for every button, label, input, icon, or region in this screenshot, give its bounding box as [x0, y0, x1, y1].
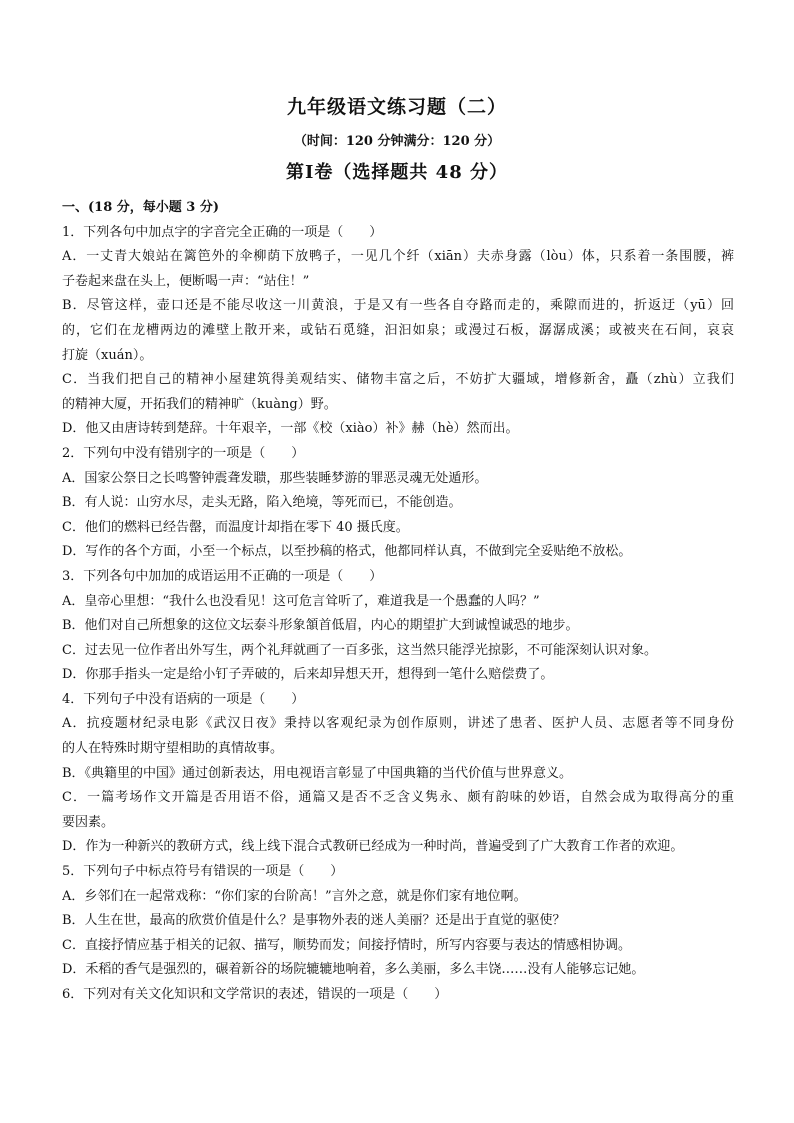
question-1-option-b: B．尽管这样，壶口还是不能尽收这一川黄浪，于是又有一些各自夺路而走的，乘隙而进的，折返迂（yū）回 [62, 298, 734, 314]
question-2-option-b: B．有人说：山穷水尽，走头无路，陷入绝境，等死而已，不能创造。 [62, 495, 462, 511]
question-5-option-a: A．乡邻们在一起常戏称：“你们家的台阶高！”言外之意，就是你们家有地位啊。 [62, 888, 527, 904]
question-6-stem: 6．下列对有关文化知识和文学常识的表述，错误的一项是（ ） [62, 987, 448, 1002]
question-5-option-d: D．禾稻的香气是强烈的，碾着新谷的场院辘辘地响着，多么美丽，多么丰饶……没有人能够忘记她。 [62, 962, 645, 978]
question-2-option-c: C．他们的燃料已经告罄，而温度计却指在零下 40 摄氏度。 [62, 519, 409, 535]
question-5-option-b: B．人生在世，最高的欣赏价值是什么？是事物外表的迷人美丽？还是出于直觉的驱使？ [62, 913, 566, 929]
question-4-option-c: C．一篇考场作文开篇是否用语不俗，通篇又是否不乏含义隽永、颇有韵味的妙语，自然会成为取得高分的重 [62, 790, 734, 806]
question-1-option-d: D．他又由唐诗转到楚辞。十年艰辛，一部《校（xiào）补》赫（hè）然而出。 [62, 421, 519, 437]
question-3-option-a: A．皇帝心里想：“我什么也没看见！这可危言耸听了，难道我是一个愚蠢的人吗？” [62, 593, 540, 609]
time-score-info: （时间：120 分钟满分：120 分） [293, 134, 501, 149]
question-3-option-c: C．过去见一位作者出外写生，两个礼拜就画了一百多张，这当然只能浮光掠影，不可能深刻认识对象。 [62, 642, 657, 658]
section-heading: 一、(18 分，每小题 3 分) [62, 200, 220, 215]
paper-section-title: 第Ⅰ卷（选择题共 48 分） [285, 162, 508, 183]
question-1-option-a: A．一丈青大娘站在篱笆外的伞柳荫下放鸭子，一见几个纤（xiān）夫赤身露（lòu）体，只系着一条围腰，裤 [62, 249, 734, 265]
question-1-option-c: C．当我们把自己的精神小屋建筑得美观结实、储物丰富之后，不妨扩大疆域，增修新舍，矗（zhù）立我们 [62, 372, 734, 388]
question-4-option-b: B．《典籍里的中国》通过创新表达，用电视语言彰显了中国典籍的当代价值与世界意义。 [62, 765, 573, 781]
question-4-option-c-cont: 要因素。 [62, 814, 115, 830]
question-2-stem: 2．下列句中没有错别字的一项是（ ） [62, 445, 305, 461]
question-5-option-c: C．直接抒情应基于相关的记叙、描写，顺势而发；间接抒情时，所写内容要与表达的情感相协调。 [62, 937, 631, 953]
question-1-option-b-cont: 的，它们在龙槽两边的滩壁上散开来，或钻石觅缝，汩汩如泉；或漫过石板，潺潺成溪；或被夹在石间，哀哀 [62, 322, 734, 338]
question-3-option-b: B．他们对自己所想象的这位文坛泰斗形象頷首低眉，内心的期望扩大到诚惶诚恐的地步。 [62, 618, 579, 634]
question-1-stem: 1．下列各句中加点字的字音完全正确的一项是（ ） [62, 224, 383, 240]
question-4-option-a-cont: 的人在特殊时期守望相助的真情故事。 [62, 741, 284, 757]
question-1-option-b-end: 打旋（xuán）。 [62, 347, 153, 363]
question-2-option-d: D．写作的各个方面，小至一个标点，以至抄稿的格式，他都同样认真，不做到完全妥贴绝不放松。 [62, 544, 632, 560]
question-4-option-a: A．抗疫题材纪录电影《武汉日夜》秉持以客观纪录为创作原则，讲述了患者、医护人员、志愿者等不同身份 [62, 716, 734, 732]
question-1-option-c-cont: 的精神大厦，开拓我们的精神旷（kuàng）野。 [62, 396, 337, 412]
question-content [62, 196, 734, 1008]
question-3-stem: 3．下列各句中加加的成语运用不正确的一项是（ ） [62, 568, 383, 584]
question-4-option-d: D．作为一种新兴的教研方式，线上线下混合式教研已经成为一种时尚，普遍受到了广大教育工作者的欢迎。 [62, 839, 684, 855]
question-3-option-d: D．你那手指头一定是给小钉子弄破的，后来却异想天开，想得到一笔什么赔偿费了。 [62, 667, 554, 683]
question-1-option-a-cont: 子卷起来盘在头上，便断喝一声：“站住！” [62, 273, 310, 289]
question-2-option-a: A．国家公祭日之长鸣警钟震聋发聩，那些装睡梦游的罪恶灵魂无处遁形。 [62, 470, 488, 486]
question-5-stem: 5．下列句子中标点符号有错误的一项是（ ） [62, 864, 344, 880]
question-4-stem: 4．下列句子中没有语病的一项是（ ） [62, 691, 305, 707]
page-title: 九年级语文练习题（二） [286, 96, 507, 118]
